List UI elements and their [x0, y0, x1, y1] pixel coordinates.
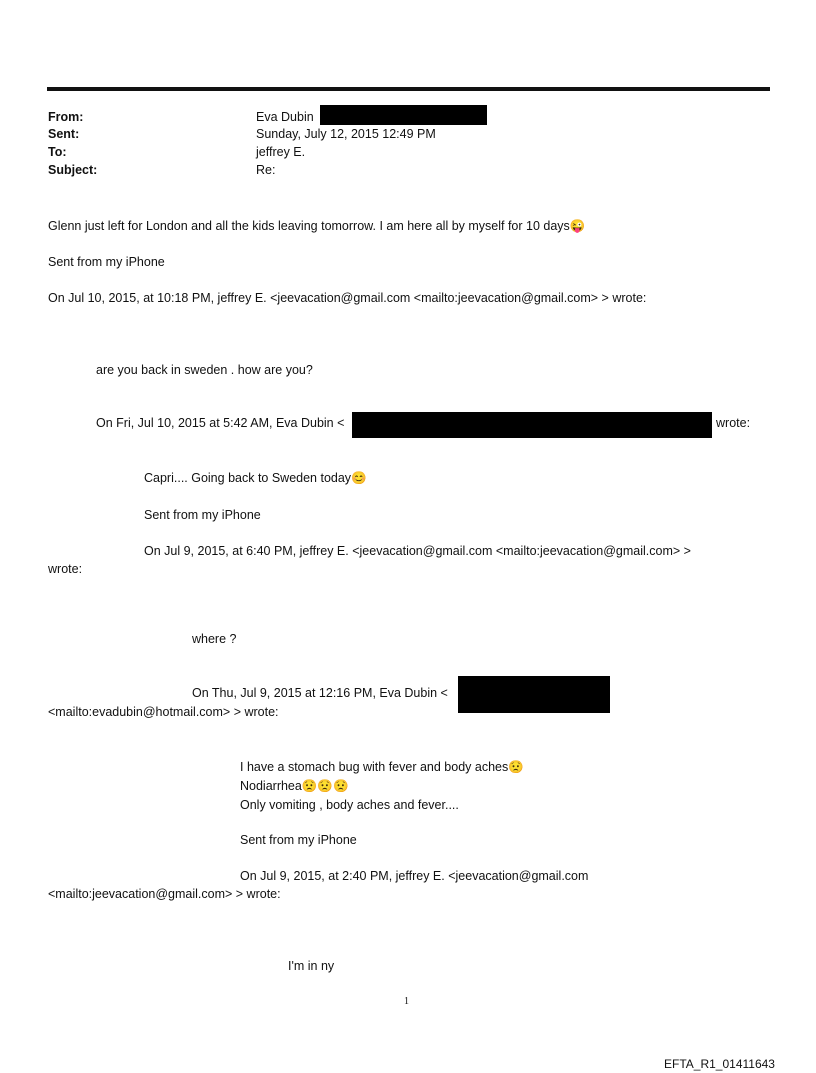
message-2-quote-wrote: wrote:	[716, 416, 751, 430]
message-2-quote-header: On Fri, Jul 10, 2015 at 5:42 AM, Eva Dubin <	[96, 416, 345, 430]
message-5-line-1: I have a stomach bug with fever and body aches😟	[240, 760, 524, 774]
from-label: From:	[48, 110, 84, 124]
redaction-box-email-2	[458, 676, 610, 713]
sent-label: Sent:	[48, 127, 80, 141]
message-5-signature: Sent from my iPhone	[240, 833, 357, 847]
message-5-line-2: Nodiarrhea😟😟😟	[240, 779, 349, 793]
redaction-box-email-1	[352, 412, 712, 438]
page-number: 1	[404, 996, 409, 1007]
header-rule	[47, 87, 770, 91]
message-4-quote-header-line2: <mailto:evadubin@hotmail.com> > wrote:	[48, 705, 279, 719]
message-4-quote-header-line1: On Thu, Jul 9, 2015 at 12:16 PM, Eva Dubin <	[192, 686, 448, 700]
sent-value: Sunday, July 12, 2015 12:49 PM	[256, 127, 436, 141]
subject-label: Subject:	[48, 163, 98, 177]
message-5-line-3: Only vomiting , body aches and fever....	[240, 798, 459, 812]
message-1-text: Glenn just left for London and all the kids leaving tomorrow. I am here all by myself for 10 days😜	[48, 219, 586, 233]
message-6-text: I'm in ny	[288, 959, 335, 973]
redaction-box-from	[320, 105, 487, 125]
subject-value: Re:	[256, 163, 276, 177]
message-4-text: where ?	[192, 632, 237, 646]
message-5-quote-header-line2: <mailto:jeevacation@gmail.com> > wrote:	[48, 887, 281, 901]
to-value: jeffrey E.	[256, 145, 306, 159]
message-3-signature: Sent from my iPhone	[144, 508, 261, 522]
message-3-quote-header-line2: wrote:	[48, 562, 83, 576]
to-label: To:	[48, 145, 67, 159]
message-1-signature: Sent from my iPhone	[48, 255, 165, 269]
from-value: Eva Dubin	[256, 110, 314, 124]
message-3-quote-header-line1: On Jul 9, 2015, at 6:40 PM, jeffrey E. <jeevacation@gmail.com <mailto:jeevacation@gmail.com> >	[144, 544, 691, 558]
message-3-text: Capri.... Going back to Sweden today😊	[144, 471, 367, 485]
message-5-quote-header-line1: On Jul 9, 2015, at 2:40 PM, jeffrey E. <jeevacation@gmail.com	[240, 869, 589, 883]
document-id-footer: EFTA_R1_01411643	[664, 1057, 775, 1071]
message-1-quote-header: On Jul 10, 2015, at 10:18 PM, jeffrey E. <jeevacation@gmail.com <mailto:jeevacation@gmail.com> > wrote:	[48, 291, 647, 305]
message-2-text: are you back in sweden . how are you?	[96, 363, 313, 377]
